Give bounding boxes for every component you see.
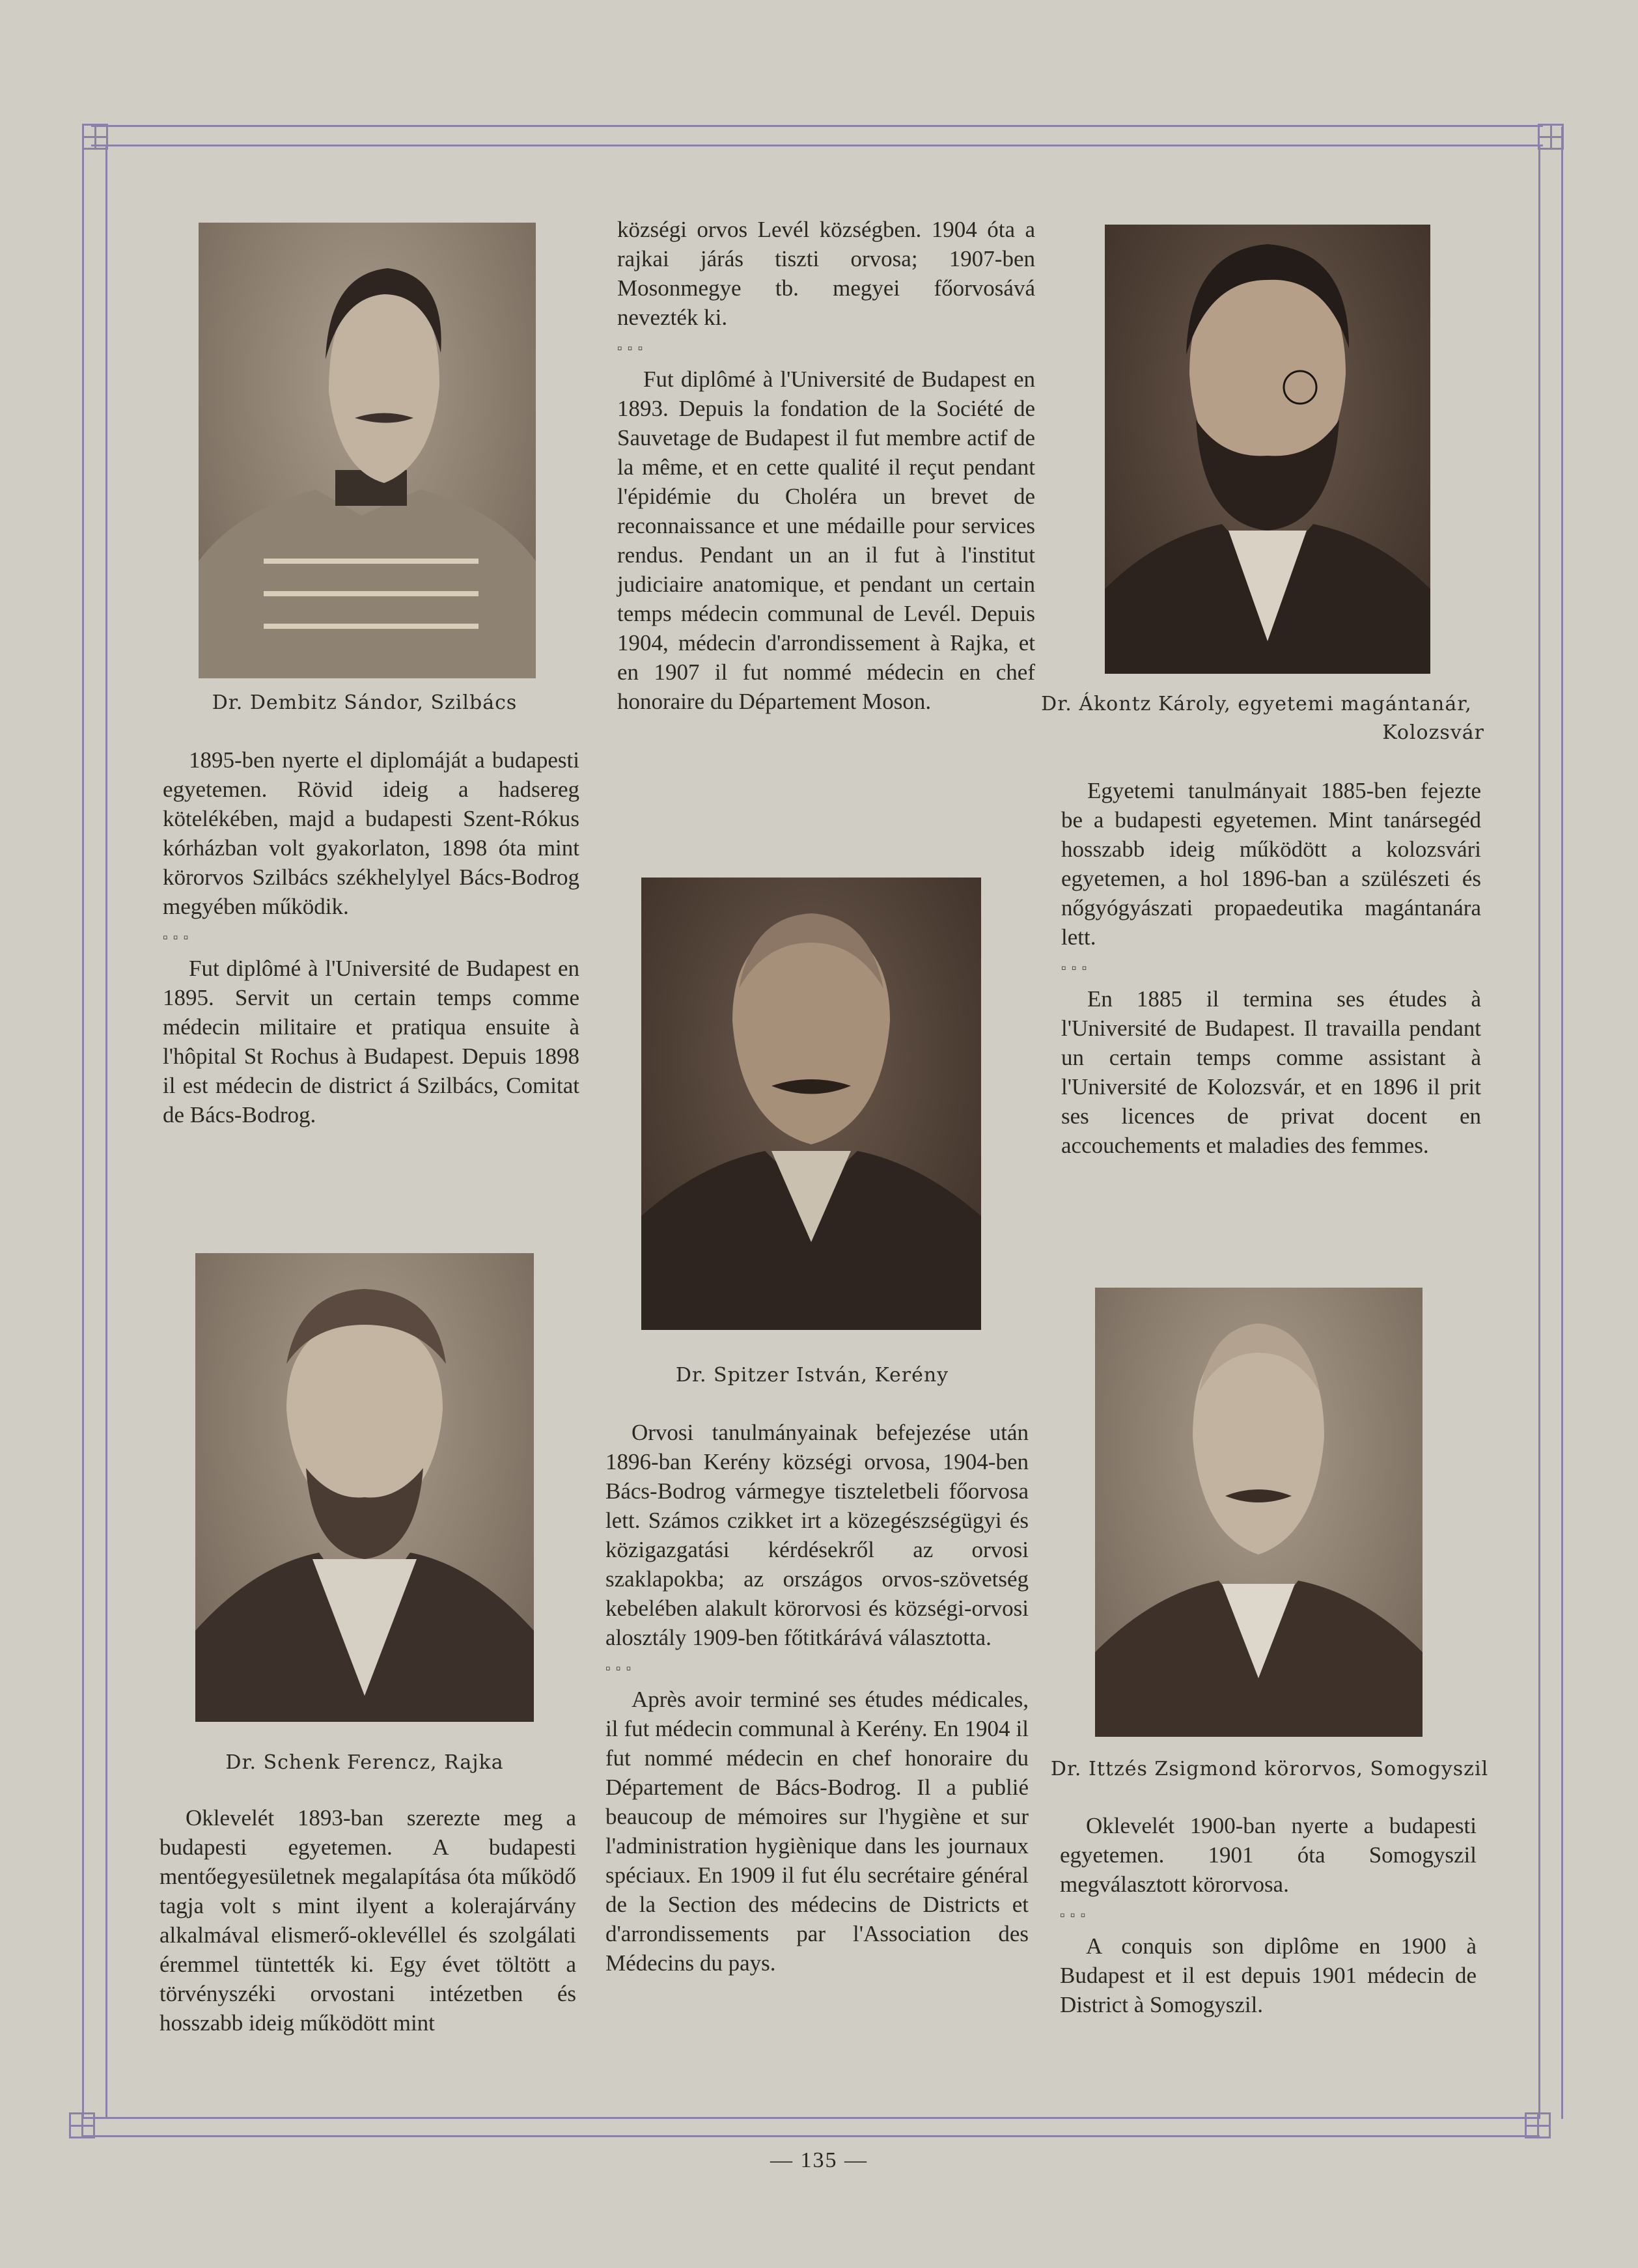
border-right-outer xyxy=(1561,127,1563,2119)
portrait-photo-ittzes xyxy=(1095,1288,1423,1737)
caption-akontz-line2: Kolozsvár xyxy=(1382,721,1484,744)
caption-akontz xyxy=(1029,690,1484,747)
portrait-photo-dembitz xyxy=(199,223,536,678)
paragraph-fr-dembitz: Fut diplômé à l'Université de Budapest en 1895. Servit un certain temps comme médecin militaire et pratiqua ensuite à l'hôpital St Rochus à Budapest. Depuis 1898 il est médecin de district á Szilbács, Comitat de Bács-Bodrog. xyxy=(163,956,579,1127)
page-number: — 135 — xyxy=(770,2148,868,2172)
corner-ornament-bl xyxy=(69,2112,95,2138)
paragraph-hu-dembitz: 1895-ben nyerte el diplomáját a budapesti egyetemen. Rövid ideig a hadsereg kötelékében, majd a budapesti Szent-Rókus kórházban volt gyakorlaton, 1898 óta mint körorvos Szilbács székhelylyel Bács-Bodrog megyében működik. xyxy=(163,747,579,919)
text-ittzes xyxy=(1060,1811,1477,2019)
border-bottom-outer xyxy=(81,2117,1540,2119)
border-top-outer xyxy=(91,125,1543,127)
section-separator: ▫▫▫ xyxy=(1060,1907,1091,1923)
caption-ittzes: Dr. Ittzés Zsigmond körorvos, Somogyszil xyxy=(1050,1758,1489,1780)
caption-spitzer: Dr. Spitzer István, Kerény xyxy=(675,1364,949,1387)
text-schenk xyxy=(160,1803,576,2038)
section-separator: ▫▫▫ xyxy=(163,929,194,945)
paragraph-hu-ittzes: Oklevelét 1900-ban nyerte a budapesti egyetemen. 1901 óta Somogyszil megválasztott körorvosa. xyxy=(1060,1813,1477,1897)
paragraph-fr-ittzes: A conquis son diplôme en 1900 à Budapest et il est depuis 1901 médecin de District à Somogyszil. xyxy=(1060,1933,1477,2017)
section-separator: ▫▫▫ xyxy=(605,1660,637,1676)
text-moson xyxy=(617,215,1035,716)
portrait-photo-spitzer xyxy=(641,878,981,1330)
section-separator: ▫▫▫ xyxy=(617,340,648,356)
border-right-inner xyxy=(1538,146,1540,2119)
border-bottom-inner xyxy=(81,2135,1540,2137)
text-akontz xyxy=(1061,776,1481,1160)
border-left-outer xyxy=(82,127,84,2119)
border-top-inner xyxy=(91,145,1543,146)
corner-ornament-tl xyxy=(82,124,108,150)
paragraph-fr-akontz: En 1885 il termina ses études à l'Université de Budapest. Il travailla pendant un certain temps comme assistant à l'Université de Kolozsvár, et en 1896 il prit ses licences de privat docent en accouchements et maladies des femmes. xyxy=(1061,986,1481,1158)
paragraph-hu-spitzer: Orvosi tanulmányainak befejezése után 1896-ban Kerény községi orvosa, 1904-ben Bács-Bodrog vármegye tiszteletbeli főorvosa lett. Számos czikket irt a közegészségügyi és közigazgatási kérdésekről az orvosi szaklapokba; az országos orvos-szövetség kebelében alakult körorvosi és községi-orvosi alosztály 1909-ben főtitkárává választotta. xyxy=(605,1420,1029,1650)
caption-akontz-line1: Dr. Ákontz Károly, egyetemi magántanár, xyxy=(1041,693,1472,715)
text-dembitz xyxy=(163,745,579,1129)
caption-schenk: Dr. Schenk Ferencz, Rajka xyxy=(225,1751,504,1774)
paragraph-fr-spitzer: Après avoir terminé ses études médicales, il fut médecin communal à Kerény. En 1904 il fut nommé médecin en chef honoraire du Département de Bács-Bodrog. Il a publié beaucoup de mémoires sur l'hygiène et sur l'administration hygiènique dans les journaux spéciaux. En 1909 il fut élu secrétaire général de la Section des médecins de Districts et d'arrondissements par l'Association des Médecins du pays. xyxy=(605,1687,1029,1976)
paragraph-hu-schenk: Oklevelét 1893-ban szerezte meg a budapesti egyetemen. A budapesti mentőegyesületnek megalapítása óta működő tagja volt s mint ilyent a kolerajárvány alkalmával elismerő-oklevéllel és szolgálati éremmel tüntették ki. Egy évet töltött a törvényszéki orvostani intézetben és hosszabb ideig működött mint xyxy=(160,1805,576,2036)
section-separator: ▫▫▫ xyxy=(1061,960,1092,976)
border-left-inner xyxy=(105,146,107,2119)
paragraph-hu-moson: községi orvos Levél községben. 1904 óta a rajkai járás tiszti orvosa; 1907-ben Mosonmegye tb. megyei főorvosává nevezték ki. xyxy=(617,217,1035,330)
text-spitzer xyxy=(605,1418,1029,1978)
paragraph-fr-moson: Fut diplômé à l'Université de Budapest en 1893. Depuis la fondation de la Société de Sauvetage de Budapest il fut membre actif de la même, et en cette qualité il reçut pendant l'épidémie du Choléra un brevet de reconnaissance et une médaille pour services rendus. Pendant un an il fut à l'institut judiciaire anatomique, et pendant un certain temps médecin communal de Levél. Depuis 1904, médecin d'arrondissement à Rajka, et en 1907 il fut nommé médecin en chef honoraire du Département Moson. xyxy=(617,366,1035,714)
caption-dembitz: Dr. Dembitz Sándor, Szilbács xyxy=(212,691,518,714)
portrait-photo-schenk xyxy=(195,1253,534,1722)
corner-ornament-br xyxy=(1525,2112,1551,2138)
paragraph-hu-akontz: Egyetemi tanulmányait 1885-ben fejezte be a budapesti egyetemen. Mint tanársegéd hosszabb ideig működött a kolozsvári egyetemen, a hol 1896-ban a szülészeti és nőgyógyászati propaedeutika magántanára lett. xyxy=(1061,778,1481,950)
portrait-photo-akontz xyxy=(1105,225,1430,674)
corner-ornament-tr xyxy=(1538,124,1564,150)
